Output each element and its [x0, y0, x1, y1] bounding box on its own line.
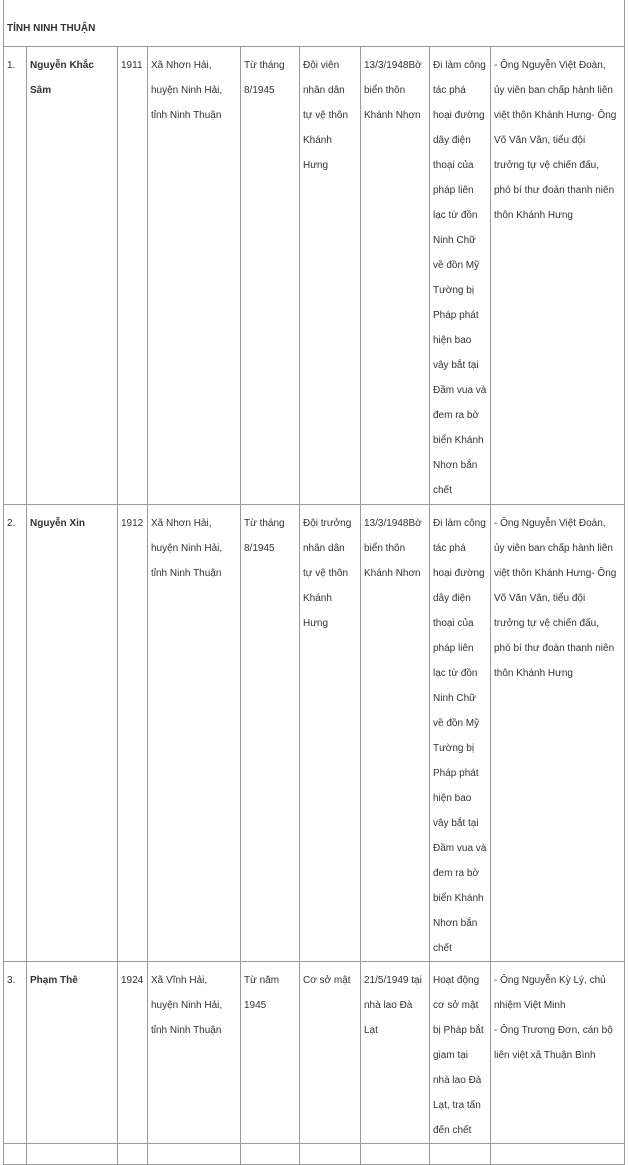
role-cell — [300, 505, 361, 962]
table-row — [4, 47, 625, 505]
martyr-name: Nguyễn Xin — [30, 518, 86, 529]
circumstance: hoại đường — [433, 110, 485, 121]
circumstance: chết — [433, 485, 452, 496]
join-date: Từ tháng — [244, 60, 285, 71]
circumstance: biển Khánh — [433, 435, 484, 446]
martyr-name: Phạm Thê — [30, 975, 78, 986]
role-cell — [300, 962, 361, 1144]
circumstance: đem ra bờ — [433, 410, 480, 421]
circumstance: pháp liên — [433, 643, 474, 654]
birth-year: 1924 — [121, 975, 144, 986]
circumstance: chết — [433, 943, 452, 954]
circumstance: hiện bao — [433, 335, 472, 346]
circumstance: thoại của — [433, 160, 474, 171]
hometown-cell — [148, 962, 241, 1144]
row-number-cell — [4, 505, 27, 962]
role: nhân dân — [303, 543, 345, 554]
circumstance: Lạt, tra tấn — [433, 1100, 481, 1111]
circumstance: dây điện — [433, 135, 471, 146]
death-date-place: 13/3/1948Bờ — [364, 60, 422, 71]
martyr-name: Nguyễn Khắc — [30, 60, 94, 71]
circumstance: biển Khánh — [433, 893, 484, 904]
circumstance: hiện bao — [433, 793, 472, 804]
witnesses: nhiệm Việt Minh — [494, 1000, 566, 1011]
witnesses: liên việt xã Thuận Bình — [494, 1050, 596, 1061]
witnesses: trưởng tự vệ chiến đấu, — [494, 160, 599, 171]
witnesses-cell — [491, 47, 625, 505]
role: tự vệ thôn — [303, 110, 349, 121]
row-number: 1. — [7, 60, 16, 71]
circumstance-cell — [430, 47, 491, 505]
witnesses: - Ông Trương Đơn, cán bộ — [494, 1025, 613, 1036]
table-row — [4, 962, 625, 1144]
circumstance: pháp liên — [433, 185, 474, 196]
role: tự vệ thôn — [303, 568, 349, 579]
hometown: huyện Ninh Hải, — [151, 85, 223, 96]
hometown: Xã Nhơn Hải, — [151, 60, 212, 71]
role: Khánh — [303, 135, 332, 146]
hometown: Xã Nhơn Hải, — [151, 518, 212, 529]
hometown: tỉnh Ninh Thuận — [151, 1025, 222, 1036]
martyrs-table — [3, 0, 625, 1165]
hometown: huyện Ninh Hải, — [151, 1000, 223, 1011]
death-date-place-cell — [361, 47, 430, 505]
circumstance: đem ra bờ — [433, 868, 480, 879]
hometown: Xã Vĩnh Hải, — [151, 975, 208, 986]
hometown-cell — [148, 505, 241, 962]
role: Hưng — [303, 160, 329, 171]
circumstance: Nhơn bắn — [433, 460, 478, 471]
circumstance: đến chết — [433, 1125, 472, 1136]
witnesses: thôn Khánh Hưng — [494, 210, 573, 221]
witnesses: - Ông Nguyễn Việt Đoàn, — [494, 518, 606, 529]
join-date: Từ năm — [244, 975, 280, 986]
witnesses: - Ông Nguyễn Việt Đoàn, — [494, 60, 606, 71]
witnesses: ủy viên ban chấp hành liên — [494, 85, 613, 96]
role: Đội viên — [303, 60, 340, 71]
martyr-name-cell — [27, 962, 118, 1144]
circumstance-cell — [430, 962, 491, 1144]
role: Cơ sở mật — [303, 975, 351, 986]
witnesses: phó bí thư đoàn thanh niên — [494, 185, 615, 196]
death-date-place: Khánh Nhơn — [364, 568, 421, 579]
hometown-cell — [148, 47, 241, 505]
table-row — [4, 505, 625, 962]
circumstance: lạc từ đồn — [433, 210, 478, 221]
circumstance: tác phá — [433, 85, 466, 96]
circumstance: Đầm vua và — [433, 843, 487, 854]
witnesses: Võ Văn Vân, tiểu đội — [494, 135, 586, 146]
circumstance: Pháp phát — [433, 768, 479, 779]
join-date: Từ tháng — [244, 518, 285, 529]
witnesses: việt thôn Khánh Hưng- Ông — [494, 568, 617, 579]
join-date: 1945 — [244, 1000, 267, 1011]
birth-year-cell — [118, 47, 148, 505]
circumstance: vây bắt tại — [433, 360, 479, 371]
circumstance: về đồn Mỹ — [433, 718, 480, 729]
death-date-place: 13/3/1948Bờ — [364, 518, 422, 529]
circumstance: Tường bị — [433, 743, 475, 754]
circumstance: lạc từ đồn — [433, 668, 478, 679]
death-date-place: biển thôn — [364, 543, 406, 554]
death-date-place: Lạt — [364, 1025, 378, 1036]
witnesses-cell — [491, 962, 625, 1144]
witnesses: phó bí thư đoàn thanh niên — [494, 643, 615, 654]
circumstance: hoại đường — [433, 568, 485, 579]
circumstance: dây điện — [433, 593, 471, 604]
witnesses: ủy viên ban chấp hành liên — [494, 543, 613, 554]
circumstance: giam tại — [433, 1050, 469, 1061]
death-date-place: biển thôn — [364, 85, 406, 96]
join-date-cell — [241, 505, 300, 962]
circumstance: Ninh Chữ — [433, 235, 476, 246]
circumstance: Ninh Chữ — [433, 693, 476, 704]
death-date-place: nhà lao Đà — [364, 1000, 413, 1011]
role: Đội trưởng — [303, 518, 352, 529]
section-title: TỈNH NINH THUẬN — [4, 0, 625, 47]
row-number-cell — [4, 962, 27, 1144]
witnesses: - Ông Nguyễn Kỳ Lý, chủ — [494, 975, 606, 986]
birth-year-cell — [118, 505, 148, 962]
role-cell — [300, 47, 361, 505]
circumstance: Hoạt động — [433, 975, 480, 986]
circumstance: bị Pháp bắt — [433, 1025, 484, 1036]
role: Hưng — [303, 618, 329, 629]
row-number-cell — [4, 47, 27, 505]
row-number: 2. — [7, 518, 16, 529]
hometown: tỉnh Ninh Thuận — [151, 568, 222, 579]
death-date-place: Khánh Nhơn — [364, 110, 421, 121]
witnesses: thôn Khánh Hưng — [494, 668, 573, 679]
circumstance-cell — [430, 505, 491, 962]
circumstance: Đi làm công — [433, 60, 486, 71]
role: Khánh — [303, 593, 332, 604]
birth-year: 1911 — [121, 60, 143, 71]
join-date: 8/1945 — [244, 85, 275, 96]
hometown: huyện Ninh Hải, — [151, 543, 223, 554]
circumstance: Pháp phát — [433, 310, 479, 321]
martyr-name: Sâm — [30, 85, 52, 96]
witnesses: Võ Văn Vân, tiểu đội — [494, 593, 586, 604]
join-date-cell — [241, 962, 300, 1144]
witnesses-cell — [491, 505, 625, 962]
death-date-place-cell — [361, 505, 430, 962]
death-date-place-cell — [361, 962, 430, 1144]
next-partial-row — [4, 1144, 625, 1165]
death-date-place: 21/5/1949 tại — [364, 975, 422, 986]
join-date: 8/1945 — [244, 543, 275, 554]
martyr-name-cell — [27, 505, 118, 962]
circumstance: thoại của — [433, 618, 474, 629]
circumstance: vây bắt tại — [433, 818, 479, 829]
circumstance: nhà lao Đà — [433, 1075, 482, 1086]
circumstance: cơ sở mật — [433, 1000, 479, 1011]
circumstance: Đầm vua và — [433, 385, 487, 396]
circumstance: tác phá — [433, 543, 466, 554]
hometown: tỉnh Ninh Thuận — [151, 110, 222, 121]
birth-year: 1912 — [121, 518, 144, 529]
birth-year-cell — [118, 962, 148, 1144]
circumstance: Đi làm công — [433, 518, 486, 529]
circumstance: Tường bị — [433, 285, 475, 296]
row-number: 3. — [7, 975, 16, 986]
martyr-name-cell — [27, 47, 118, 505]
witnesses: việt thôn Khánh Hưng- Ông — [494, 110, 617, 121]
witnesses: trưởng tự vệ chiến đấu, — [494, 618, 599, 629]
circumstance: về đồn Mỹ — [433, 260, 480, 271]
role: nhân dân — [303, 85, 345, 96]
section-row — [4, 0, 625, 47]
circumstance: Nhơn bắn — [433, 918, 478, 929]
join-date-cell — [241, 47, 300, 505]
